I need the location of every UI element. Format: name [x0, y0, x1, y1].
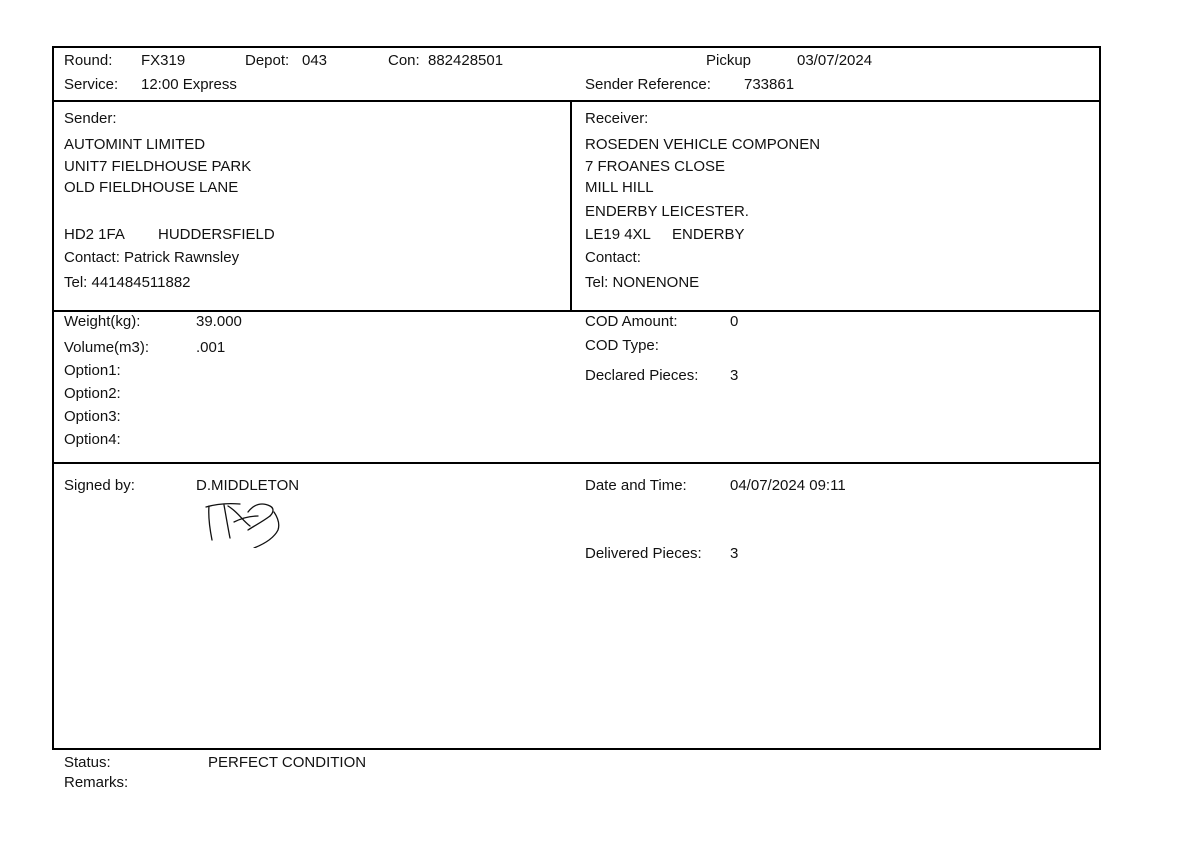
- pickup-date: 03/07/2024: [797, 52, 873, 69]
- signed-by-label: Signed by:: [64, 477, 135, 494]
- consignment-form: [52, 46, 1101, 750]
- divider-details: [54, 462, 1099, 464]
- delivered-pieces-value: 3: [730, 545, 739, 562]
- sender-tel: Tel: 441484511882: [64, 274, 191, 291]
- sender-address-2: OLD FIELDHOUSE LANE: [64, 179, 239, 196]
- receiver-contact: Contact:: [585, 249, 641, 266]
- cod-amount-value: 0: [730, 313, 739, 330]
- sender-contact: Contact: Patrick Rawnsley: [64, 249, 240, 266]
- receiver-title: Receiver:: [585, 110, 649, 127]
- receiver-postcode: LE19 4XL: [585, 226, 651, 243]
- option4-label: Option4:: [64, 431, 121, 448]
- receiver-address-1: 7 FROANES CLOSE: [585, 158, 726, 175]
- divider-header: [54, 100, 1099, 102]
- weight-label: Weight(kg):: [64, 313, 141, 330]
- receiver-tel: Tel: NONENONE: [585, 274, 700, 291]
- option3-label: Option3:: [64, 408, 121, 425]
- receiver-address-3: ENDERBY LEICESTER.: [585, 203, 749, 220]
- status-label: Status:: [64, 754, 111, 771]
- sender-title: Sender:: [64, 110, 117, 127]
- receiver-town: ENDERBY: [672, 226, 745, 243]
- pickup-label: Pickup: [706, 52, 752, 69]
- depot-value: 043: [302, 52, 328, 69]
- sender-name: AUTOMINT LIMITED: [64, 136, 206, 153]
- cod-amount-label: COD Amount:: [585, 313, 678, 330]
- declared-pieces-value: 3: [730, 367, 739, 384]
- volume-label: Volume(m3):: [64, 339, 150, 356]
- volume-value: .001: [196, 339, 226, 356]
- sender-postcode: HD2 1FA: [64, 226, 125, 243]
- status-value: PERFECT CONDITION: [208, 754, 367, 771]
- con-label: Con:: [388, 52, 420, 69]
- declared-pieces-label: Declared Pieces:: [585, 367, 699, 384]
- service-label: Service:: [64, 76, 119, 93]
- date-time-label: Date and Time:: [585, 477, 687, 494]
- service-value: 12:00 Express: [141, 76, 237, 93]
- round-label: Round:: [64, 52, 113, 69]
- cod-type-label: COD Type:: [585, 337, 659, 354]
- sender-town: HUDDERSFIELD: [158, 226, 275, 243]
- weight-value: 39.000: [196, 313, 242, 330]
- sender-address-1: UNIT7 FIELDHOUSE PARK: [64, 158, 252, 175]
- depot-label: Depot:: [245, 52, 290, 69]
- delivered-pieces-label: Delivered Pieces:: [585, 545, 702, 562]
- round-value: FX319: [141, 52, 186, 69]
- divider-addresses: [54, 310, 1099, 312]
- signature-image: [150, 482, 290, 548]
- receiver-name: ROSEDEN VEHICLE COMPONEN: [585, 136, 821, 153]
- sender-reference-value: 733861: [744, 76, 795, 93]
- date-time-value: 04/07/2024 09:11: [730, 477, 846, 494]
- receiver-address-2: MILL HILL: [585, 179, 654, 196]
- remarks-label: Remarks:: [64, 774, 129, 791]
- sender-reference-label: Sender Reference:: [585, 76, 711, 93]
- option2-label: Option2:: [64, 385, 121, 402]
- signed-by-value: D.MIDDLETON: [196, 477, 300, 494]
- divider-sender-receiver: [570, 102, 572, 312]
- option1-label: Option1:: [64, 362, 121, 379]
- con-value: 882428501: [428, 52, 504, 69]
